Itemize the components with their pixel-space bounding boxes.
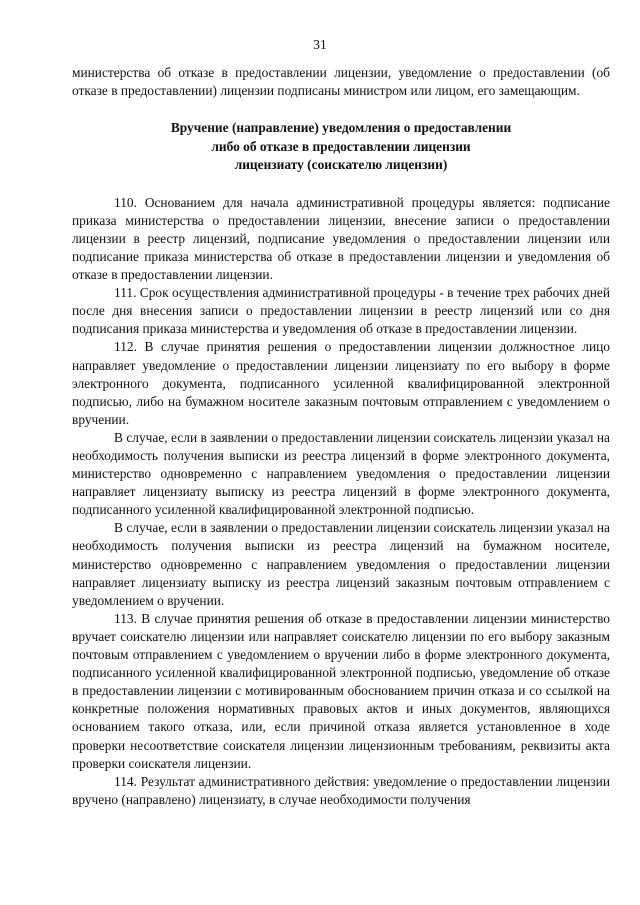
section-heading xyxy=(72,119,610,175)
paragraph-114: 114. Результат административного действия: уведомление о предоставлении лицензии вручено (направлено) лицензиату, в случае необходимости получения xyxy=(72,773,610,807)
paragraph-112: 112. В случае принятия решения о предоставлении лицензии должностное лицо направляет уведомление о предоставлении лицензии лицензиату по его выбору в форме электронного документа, подписанного усиленной квалифицированной электронной подписью, либо на бумажном носителе заказным почтовым отправлением с уведомлением о вручении. xyxy=(72,339,610,427)
paragraph-112-electronic-extract: В случае, если в заявлении о предоставлении лицензии соискатель лицензии указал на необходимость получения выписки из реестра лицензий в форме электронного документа, министерство одновременно с направлением уведомления о предоставлении лицензии направляет лицензиату выписку из реестра лицензий в форме электронного документа, подписанного усиленной квалифицированной электронной подписью. xyxy=(72,429,610,518)
paragraph-110: 110. Основанием для начала административной процедуры является: подписание приказа министерства о предоставлении лицензии, внесение записи о предоставлении лицензии в реестр лицензий, подписание уведомления о предоставлении лицензии или подписание приказа министерства об отказе в предоставлении лицензии и уведомления об отказе в предоставлении лицензии. xyxy=(72,194,610,283)
heading-line: Вручение (направление) уведомления о предоставлении xyxy=(170,120,512,136)
paragraph-continuation: министерства об отказе в предоставлении лицензии, уведомление о предоставлении (об отказе в предоставлении) лицензии подписаны министром или лицом, его замещающим. xyxy=(72,65,610,99)
heading-line: либо об отказе в предоставлении лицензии xyxy=(211,138,471,154)
paragraph-111: 111. Срок осуществления административной процедуры - в течение трех рабочих дней после дня внесения записи о предоставлении лицензии в реестр лицензий или со дня подписания приказа министерства и уведомления об отказе в предоставлении лицензии. xyxy=(72,285,610,337)
document-body xyxy=(72,64,610,809)
paragraph-112-paper-extract: В случае, если в заявлении о предоставлении лицензии соискатель лицензии указал на необходимость получения выписки из реестра лицензий на бумажном носителе, министерство одновременно с направлением уведомления о предоставлении лицензии направляет лицензиату выписку из реестра лицензий заказным почтовым отправлением с уведомлением о вручении. xyxy=(72,520,610,608)
page-number: 31 xyxy=(313,37,327,52)
heading-line: лицензиату (соискателю лицензии) xyxy=(234,157,448,173)
paragraph-113: 113. В случае принятия решения об отказе в предоставлении лицензии министерство вручает соискателю лицензии или направляет соискателю лицензии по его выбору заказным почтовым отправлением с уведомлением о вручении либо в форме электронного документа, подписанного усиленной квалифицированной электронной подписью, уведомление об отказе в предоставлении лицензии с мотивированным обоснованием причин отказа и со ссылкой на конкретные положения нормативных правовых актов и иных документов, являющихся основанием такого отказа, или, если причиной отказа является установленное в ходе проверки несоответствие соискателя лицензии лицензионным требованиям, реквизиты акта проверки соискателя лицензии. xyxy=(72,610,610,771)
